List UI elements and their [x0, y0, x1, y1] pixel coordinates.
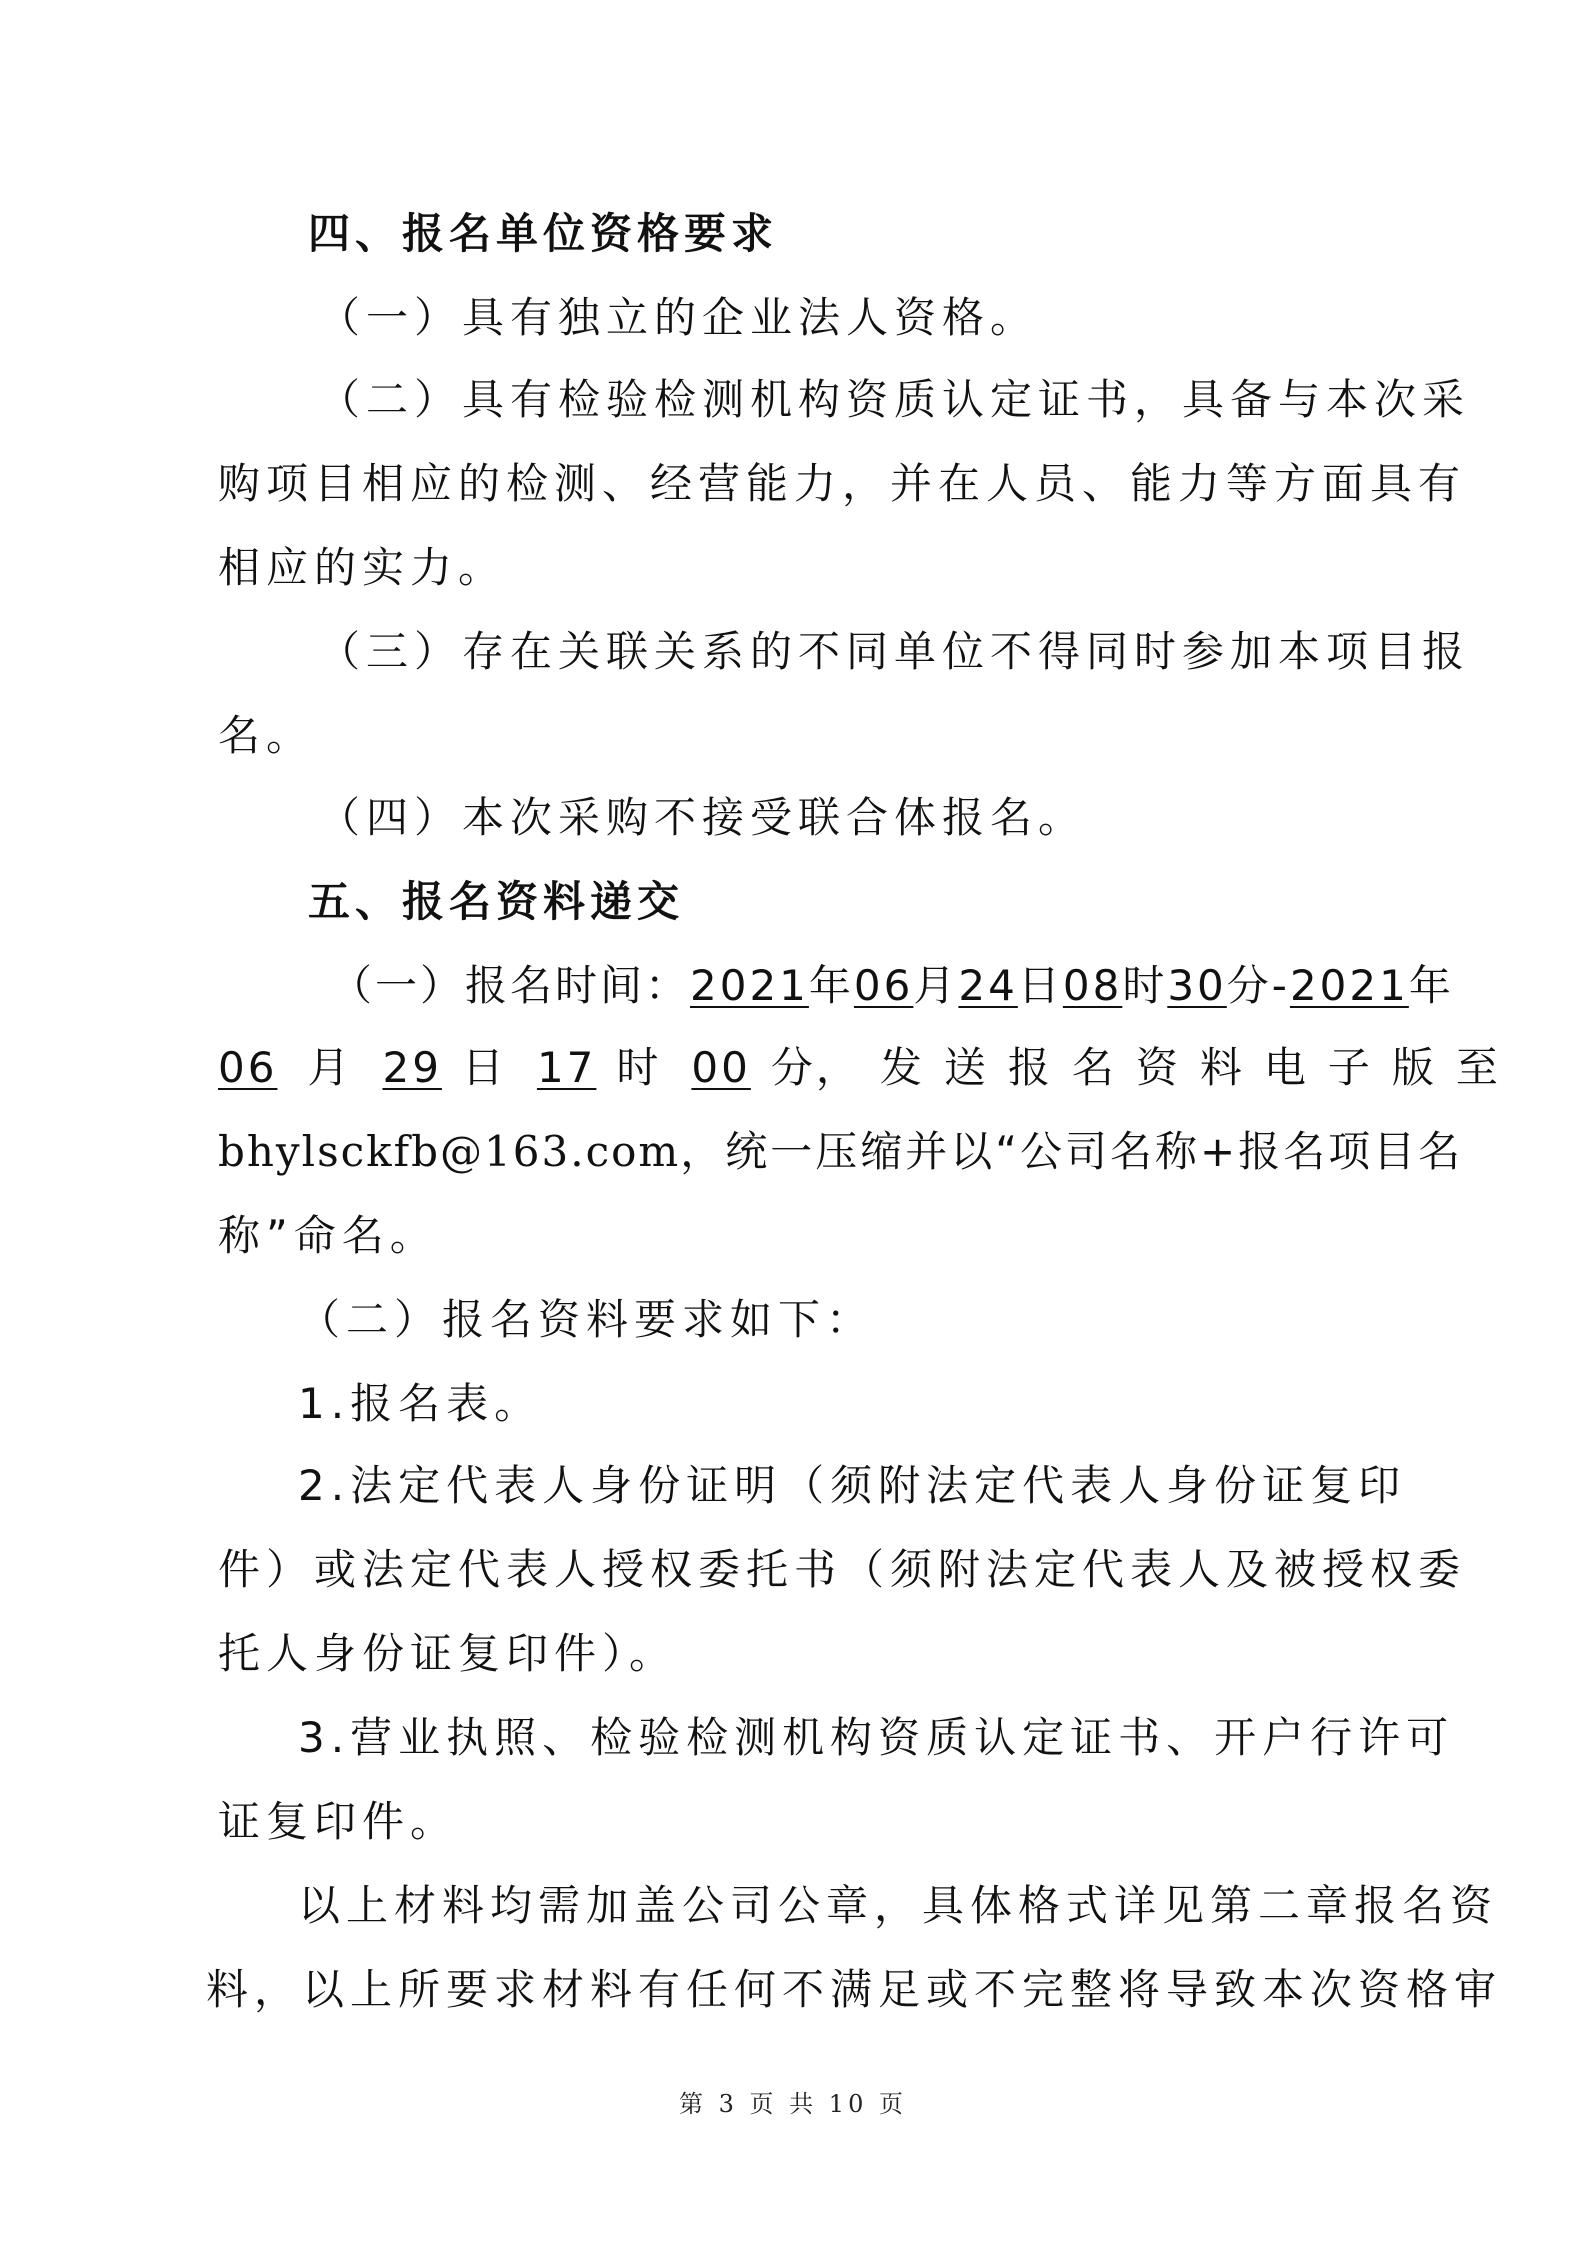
unit-day-2: 日 — [461, 1043, 507, 1092]
end-minute: 00 — [691, 1043, 751, 1092]
naming-instruction: ，统一压缩并以“公司名称+报名项目名 — [680, 1127, 1464, 1176]
registration-prefix: （一）报名时间： — [330, 961, 691, 1010]
registration-time-line-3 — [218, 1124, 1464, 1180]
list-item-1: 1.报名表。 — [298, 1379, 543, 1428]
email-address[interactable]: bhylsckfb@163.com — [218, 1127, 681, 1176]
paragraph-4-3-line-1: （三）存在关联关系的不同单位不得同时参加本项目报 — [318, 627, 1471, 676]
paragraph-4-4: （四）本次采购不接受联合体报名。 — [318, 793, 1087, 842]
paragraph-4-2-line-1: （二）具有检验检测机构资质认定证书，具备与本次采 — [318, 375, 1471, 424]
unit-month-2: 月 — [307, 1043, 353, 1092]
start-year: 2021 — [690, 961, 809, 1010]
paragraph-4-1: （一）具有独立的企业法人资格。 — [318, 293, 1039, 342]
end-day: 29 — [382, 1043, 442, 1092]
end-hour: 17 — [536, 1043, 597, 1092]
unit-year: 年 — [808, 961, 854, 1010]
unit-hour-2: 时 — [616, 1043, 662, 1092]
unit-month: 月 — [913, 961, 959, 1010]
unit-minute: 分 — [1226, 961, 1272, 1010]
unit-day: 日 — [1017, 961, 1063, 1010]
paragraph-4-3-line-2: 名。 — [218, 711, 315, 760]
send-instruction: ，发送报名资料电子版至 — [815, 1043, 1520, 1092]
unit-minute-2: 分 — [770, 1043, 816, 1092]
list-item-2-line-1: 2.法定代表人身份证明（须附法定代表人身份证复印 — [298, 1461, 1407, 1510]
start-month: 06 — [853, 961, 914, 1010]
end-year: 2021 — [1289, 961, 1409, 1010]
end-month: 06 — [218, 1043, 278, 1092]
registration-time-line-2 — [218, 1040, 1520, 1096]
closing-paragraph-line-2: 料，以上所要求材料有任何不满足或不完整将导致本次资格审 — [206, 1965, 1503, 2014]
paragraph-4-2-line-2: 购项目相应的检测、经营能力，并在人员、能力等方面具有 — [218, 459, 1467, 508]
date-range-dash: - — [1271, 961, 1290, 1010]
start-day: 24 — [958, 961, 1018, 1010]
list-item-3-line-1: 3.营业执照、检验检测机构资质认定证书、开户行许可 — [298, 1713, 1455, 1762]
paragraph-5-2: （二）报名资料要求如下： — [298, 1295, 875, 1344]
page-footer: 第 3 页 共 10 页 — [679, 2090, 907, 2118]
list-item-2-line-3: 托人身份证复印件）。 — [218, 1629, 678, 1678]
start-minute: 30 — [1167, 961, 1227, 1010]
paragraph-4-2-line-3: 相应的实力。 — [218, 543, 507, 592]
start-hour: 08 — [1062, 961, 1123, 1010]
list-item-3-line-2: 证复印件。 — [218, 1797, 459, 1846]
registration-time-line-4: 称”命名。 — [218, 1211, 438, 1260]
unit-year-2: 年 — [1408, 961, 1454, 1010]
registration-time-line-1 — [330, 958, 1454, 1014]
closing-paragraph-line-1: 以上材料均需加盖公司公章，具体格式详见第二章报名资 — [298, 1881, 1499, 1930]
section-heading-5: 五、报名资料递交 — [308, 877, 685, 926]
section-heading-4: 四、报名单位资格要求 — [308, 209, 779, 258]
unit-hour: 时 — [1122, 961, 1168, 1010]
list-item-2-line-2: 件）或法定代表人授权委托书（须附法定代表人及被授权委 — [218, 1545, 1467, 1594]
